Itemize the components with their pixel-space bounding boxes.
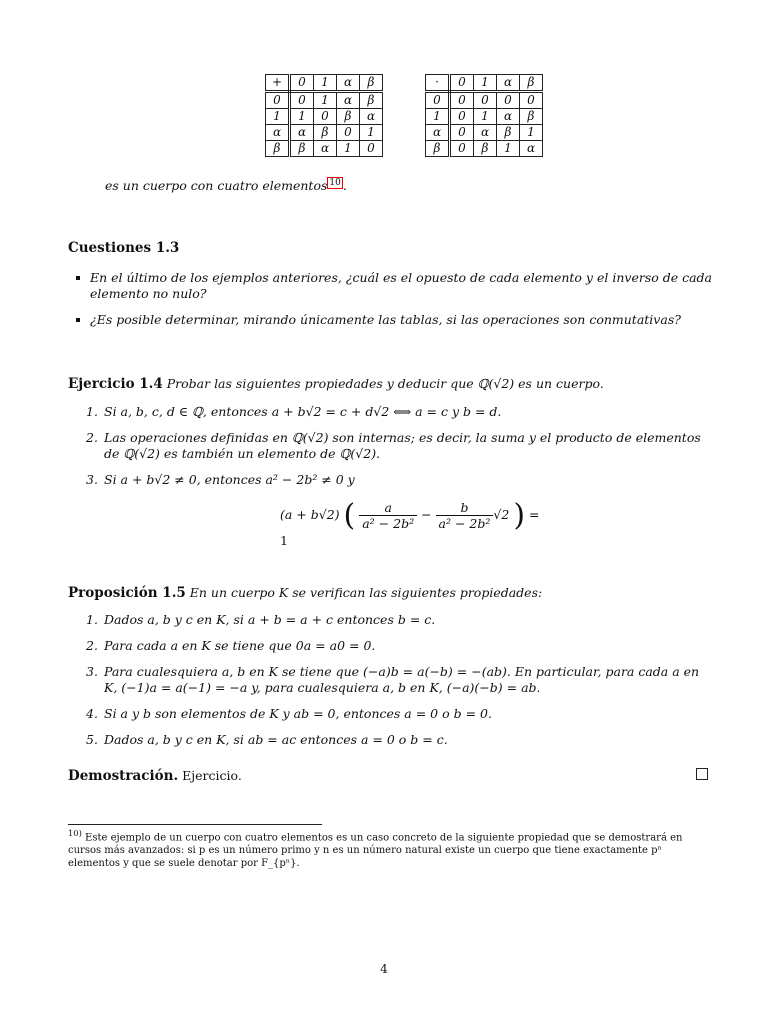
- table-cell: 0: [450, 75, 474, 92]
- table-cell: α: [290, 125, 314, 141]
- tables-caption: [105, 177, 347, 193]
- table-cell: 0: [450, 125, 474, 141]
- table-row: [426, 125, 543, 141]
- item-text: Las operaciones definidas en ℚ(√2) son internas; es decir, la suma y el producto de elementos de ℚ(√2) es también un elemento de ℚ(√2).: [104, 430, 701, 461]
- table-cell: 1: [497, 141, 520, 157]
- ejercicio-statement: Probar las siguientes propiedades y deducir que ℚ(√2) es un cuerpo.: [166, 376, 604, 391]
- table-cell: α: [337, 92, 360, 109]
- table-cell: 1: [314, 75, 337, 92]
- table-cell: β: [474, 141, 497, 157]
- item-text: Si a y b son elementos de K y ab = 0, entonces a = 0 o b = 0.: [104, 706, 492, 721]
- demostracion-text: Ejercicio.: [182, 768, 242, 783]
- table-row: [426, 75, 543, 92]
- table-row: [266, 125, 383, 141]
- table-cell: α: [520, 141, 543, 157]
- item-text: Para cualesquiera a, b en K se tiene que (−a)b = a(−b) = −(ab). En particular, para cada a en K, (−1)a = a(−1) = −a y, para cualesquiera a, b en K, (−a)(−b) = ab.: [104, 664, 700, 695]
- item-text: Dados a, b y c en K, si ab = ac entonces a = 0 o b = c.: [104, 732, 448, 747]
- table-cell: β: [360, 92, 383, 109]
- table-cell: β: [266, 141, 290, 157]
- formula-sqrt: √2: [493, 507, 510, 522]
- demostracion-title: Demostración.: [68, 768, 179, 784]
- table-cell: 1: [266, 109, 290, 125]
- item-number: 3.: [86, 664, 98, 679]
- table-cell: 0: [290, 92, 314, 109]
- item-number: 1.: [86, 612, 98, 627]
- ejercicio-title: Ejercicio 1.4: [68, 376, 163, 392]
- table-cell: 1: [426, 109, 450, 125]
- table-cell: β: [426, 141, 450, 157]
- table-cell: ·: [426, 75, 450, 92]
- table-cell: α: [337, 75, 360, 92]
- table-cell: 1: [474, 75, 497, 92]
- table-cell: 0: [497, 92, 520, 109]
- addition-table: [265, 74, 383, 157]
- table-cell: 0: [266, 92, 290, 109]
- page-number: 4: [380, 962, 388, 976]
- fraction-a: $\frac{a}{\text{a² − 2b²}}$: [359, 500, 417, 531]
- list-item: ¿Es posible determinar, mirando únicamente las tablas, si las operaciones son conmutativas?: [68, 312, 718, 328]
- table-row: [426, 109, 543, 125]
- cuestiones-list: [68, 270, 718, 338]
- proposicion-header: [68, 585, 718, 601]
- table-cell: α: [497, 75, 520, 92]
- table-cell: α: [474, 125, 497, 141]
- table-cell: 0: [474, 92, 497, 109]
- proposicion-items: [68, 612, 710, 758]
- demostracion: [68, 768, 242, 784]
- proposicion-title: Proposición 1.5: [68, 585, 186, 601]
- table-cell: 0: [314, 109, 337, 125]
- table-cell: 0: [450, 92, 474, 109]
- table-row: [266, 141, 383, 157]
- ejercicio-header: [68, 376, 718, 392]
- item-number: 5.: [86, 732, 98, 747]
- table-cell: β: [497, 125, 520, 141]
- formula-rhs: = 1: [280, 507, 540, 548]
- table-cell: 0: [337, 125, 360, 141]
- table-cell: 0: [290, 75, 314, 92]
- cuestiones-heading: Cuestiones 1.3: [68, 240, 180, 256]
- multiplication-table: [425, 74, 543, 157]
- table-cell: β: [360, 75, 383, 92]
- table-row: [266, 92, 383, 109]
- list-item: [68, 404, 710, 420]
- footnote-ref-link[interactable]: 10: [329, 178, 341, 188]
- table-cell: α: [266, 125, 290, 141]
- table-row: [426, 141, 543, 157]
- list-item: [68, 430, 710, 462]
- item-number: 2.: [86, 638, 98, 653]
- item-text: Si a, b, c, d ∈ ℚ, entonces a + b√2 = c + d√2 ⟺ a = c y b = d.: [104, 404, 502, 419]
- list-item: [68, 732, 710, 748]
- table-cell: 1: [474, 109, 497, 125]
- list-item: [68, 706, 710, 722]
- formula-minus: −: [421, 507, 432, 522]
- table-cell: β: [520, 75, 543, 92]
- table-cell: 1: [314, 92, 337, 109]
- caption-text: es un cuerpo con cuatro elementos: [105, 178, 328, 194]
- item-text: Si a + b√2 ≠ 0, entonces a² − 2b² ≠ 0 y: [104, 472, 355, 487]
- footnote-mark: 10): [68, 828, 82, 838]
- table-cell: α: [426, 125, 450, 141]
- table-cell: α: [497, 109, 520, 125]
- table-cell: 0: [450, 141, 474, 157]
- qed-square-icon: [696, 768, 708, 780]
- display-formula: (a + b√2) ( $\frac{a}{\text{a² − 2b²}}$ − $\frac{b}{\text{a² − 2b²}}$ √2 ) = 1: [280, 498, 540, 548]
- ejercicio-items: [68, 404, 710, 498]
- item-text: Dados a, b y c en K, si a + b = a + c entonces b = c.: [104, 612, 436, 627]
- list-item: [68, 664, 710, 696]
- table-row: [426, 92, 543, 109]
- table-cell: 0: [426, 92, 450, 109]
- formula-left: (a + b√2): [280, 507, 340, 522]
- table-cell: 0: [360, 141, 383, 157]
- footnote-rule: [68, 824, 322, 825]
- fraction-b: $\frac{b}{\text{a² − 2b²}}$: [436, 500, 494, 531]
- list-item: [68, 612, 710, 628]
- list-item: En el último de los ejemplos anteriores, ¿cuál es el opuesto de cada elemento y el inverso de cada elemento no nulo?: [68, 270, 718, 302]
- table-row: [266, 75, 383, 92]
- table-cell: +: [266, 75, 290, 92]
- item-number: 3.: [86, 472, 98, 487]
- item-number: 2.: [86, 430, 98, 445]
- table-cell: β: [290, 141, 314, 157]
- list-item: [68, 638, 710, 654]
- table-cell: 1: [520, 125, 543, 141]
- table-cell: β: [520, 109, 543, 125]
- table-cell: 1: [360, 125, 383, 141]
- table-cell: 1: [337, 141, 360, 157]
- table-cell: 0: [520, 92, 543, 109]
- item-number: 4.: [86, 706, 98, 721]
- item-number: 1.: [86, 404, 98, 419]
- table-cell: 1: [290, 109, 314, 125]
- table-row: [266, 109, 383, 125]
- list-item: [68, 472, 710, 488]
- proposicion-statement: En un cuerpo K se verifican las siguientes propiedades:: [189, 585, 543, 600]
- footnote-text: Este ejemplo de un cuerpo con cuatro elementos es un caso concreto de la siguiente propiedad que se demostrará en cursos más avanzados: si p es un número primo y n es un número natural existe un cuerpo que tiene exactamente pⁿ elementos y que se suele denotar por F_{pⁿ}.: [68, 832, 683, 870]
- table-cell: α: [360, 109, 383, 125]
- table-cell: α: [314, 141, 337, 157]
- footnote: [68, 827, 710, 870]
- table-cell: β: [314, 125, 337, 141]
- item-text: Para cada a en K se tiene que 0a = a0 = 0.: [104, 638, 376, 653]
- table-cell: 0: [450, 109, 474, 125]
- table-cell: β: [337, 109, 360, 125]
- caption-end: .: [342, 178, 347, 194]
